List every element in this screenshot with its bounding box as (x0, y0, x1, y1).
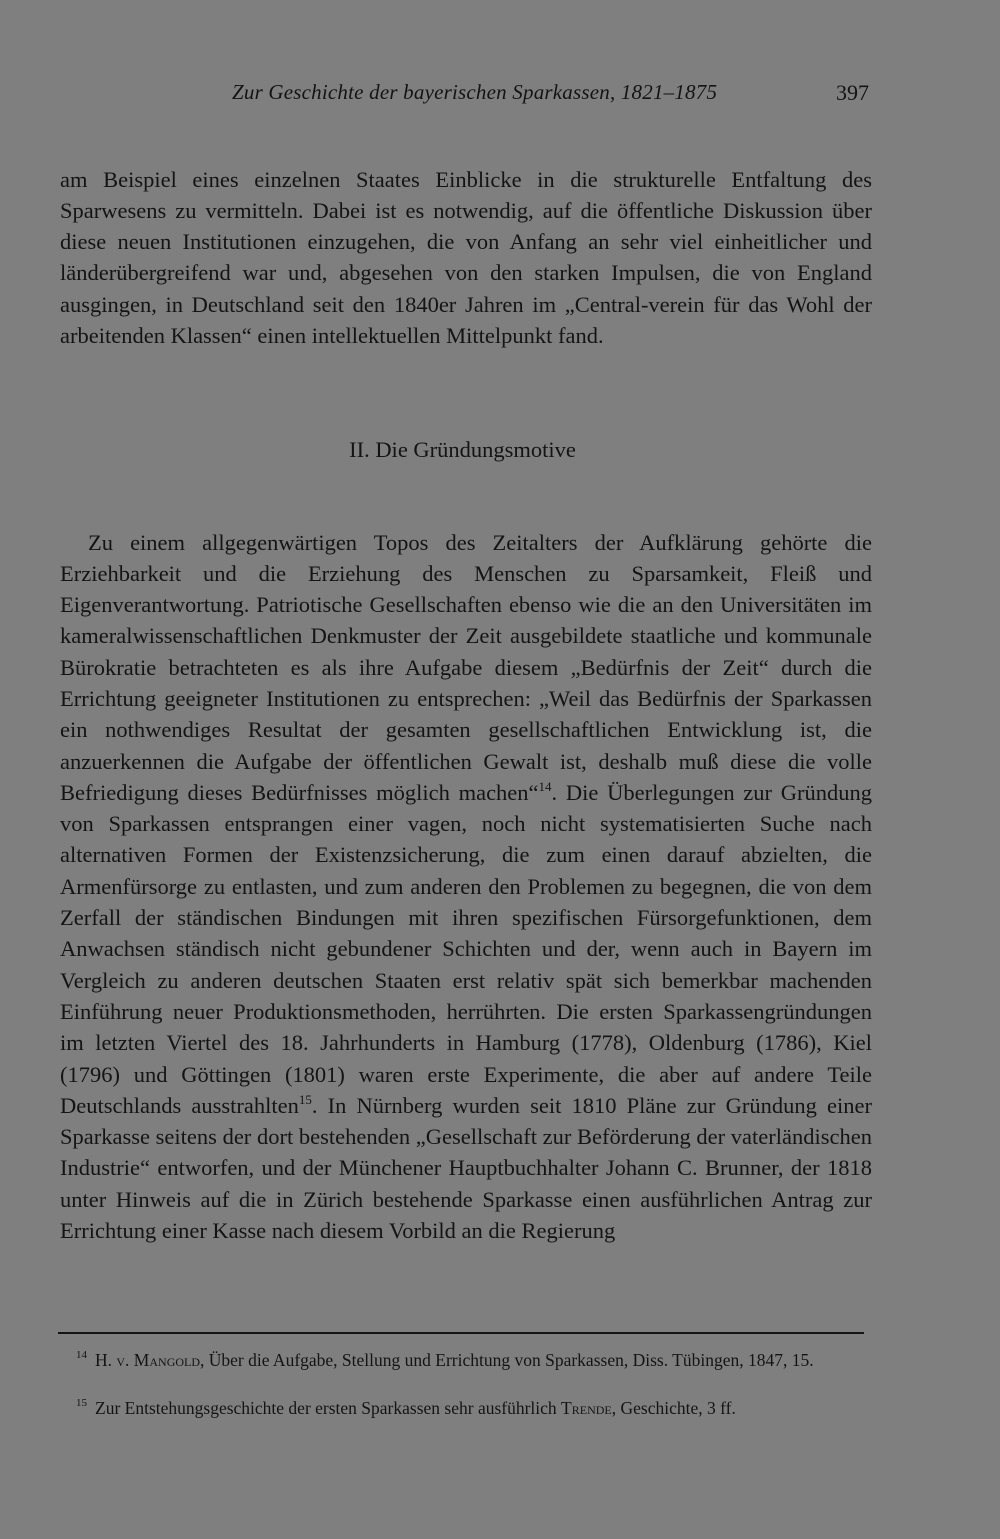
footnote-text: , Geschichte, 3 ff. (611, 1398, 736, 1418)
footnote-author: Trende (561, 1398, 612, 1418)
running-title: Zur Geschichte der bayerischen Sparkassen, 1821–1875 (232, 80, 718, 104)
page-number: 397 (836, 80, 869, 105)
footnote-ref-15[interactable]: 15 (298, 1091, 312, 1107)
footnote-text: , Über die Aufgabe, Stellung und Errichtung von Sparkassen, Diss. Tübingen, 1847, 15. (200, 1350, 814, 1370)
footnote-prefix: Zur Entstehungsgeschichte der ersten Sparkassen sehr ausführlich (95, 1398, 562, 1418)
paragraph-text-part1: Zu einem allgegenwärtigen Topos des Zeitalters der Aufklärung gehörte die Erziehbarkeit und die Erziehung des Menschen zu Sparsamkeit, Fleiß und Eigenverantwortung. Patriotische Gesellschaften ebenso wie die an den Universitäten im kameralwissenschaftlichen Denkmuster der Zeit ausgebildete staatliche und kommunale Bürokratie betrachteten es als ihre Aufgabe diesem „Bedürfnis der Zeit“ durch die Errichtung geeigneter Institutionen zu entsprechen: „Weil das Bedürfnis der Sparkassen ein nothwendiges Resultat der gesamten gesellschaftlichen Entwicklung ist, die anzuerkennen die Aufgabe der öffentlichen Gewalt ist, deshalb muß diese die volle Befriedigung dieses Bedürfnisses möglich machen“ (60, 529, 872, 805)
paragraph-intro: am Beispiel eines einzelnen Staates Einblicke in die strukturelle Entfaltung des Sparwesens zu vermitteln. Dabei ist es notwendig, auf die öffentliche Diskussion über diese neuen Institutionen einzugehen, die von Anfang an sehr viel einheitlicher und länderübergreifend war und, abgesehen von den starken Impulsen, die von England ausgingen, in Deutschland seit den 1840er Jahren im „Central-verein für das Wohl der arbeitenden Klassen“ einen intellektuellen Mittelpunkt fand. (60, 166, 872, 348)
footnote-14 (58, 1349, 866, 1371)
footnote-15 (58, 1397, 866, 1419)
footnote-author: H. v. Mangold (95, 1350, 201, 1370)
footnote-ref-14[interactable]: 14 (538, 778, 552, 794)
section-heading: II. Die Gründungsmotive (349, 437, 576, 462)
paragraph-text-part2: . Die Überlegungen zur Gründung von Sparkassen entsprangen einer vagen, noch nicht systematisierten Suche nach alternativen Formen der Existenzsicherung, die zum einen darauf abzielten, die Armenfürsorge zu entlasten, und zum anderen den Problemen zu begegnen, die von dem Zerfall der ständischen Bindungen mit ihren spezifischen Fürsorgefunktionen, dem Anwachsen ständisch nicht gebundener Schichten und der, wenn auch in Bayern im Vergleich zu anderen deutschen Staaten erst relativ spät sich bemerkbar machenden Einführung neuer Produktionsmethoden, herrührten. Die ersten Sparkassengründungen im letzten Viertel des 18. Jahrhunderts in Hamburg (1778), Oldenburg (1786), Kiel (1796) und Göttingen (1801) waren erste Experimente, die aber auf andere Teile Deutschlands ausstrahlten (60, 779, 872, 1118)
paragraph-text-part3: . In Nürnberg wurden seit 1810 Pläne zur Gründung einer Sparkasse seitens der dort bestehenden „Gesellschaft zur Beförderung der vaterländischen Industrie“ entworfen, und der Münchener Hauptbuchhalter Johann C. Brunner, der 1818 unter Hinweis auf die in Zürich bestehende Sparkasse einen ausführlichen Antrag zur Errichtung einer Kasse nach diesem Vorbild an die Regierung (60, 1092, 872, 1244)
paragraph-founding-motives (60, 527, 872, 1247)
footnote-number: 15 (76, 1397, 87, 1409)
footnote-divider (58, 1332, 864, 1334)
footnote-number: 14 (76, 1349, 87, 1361)
